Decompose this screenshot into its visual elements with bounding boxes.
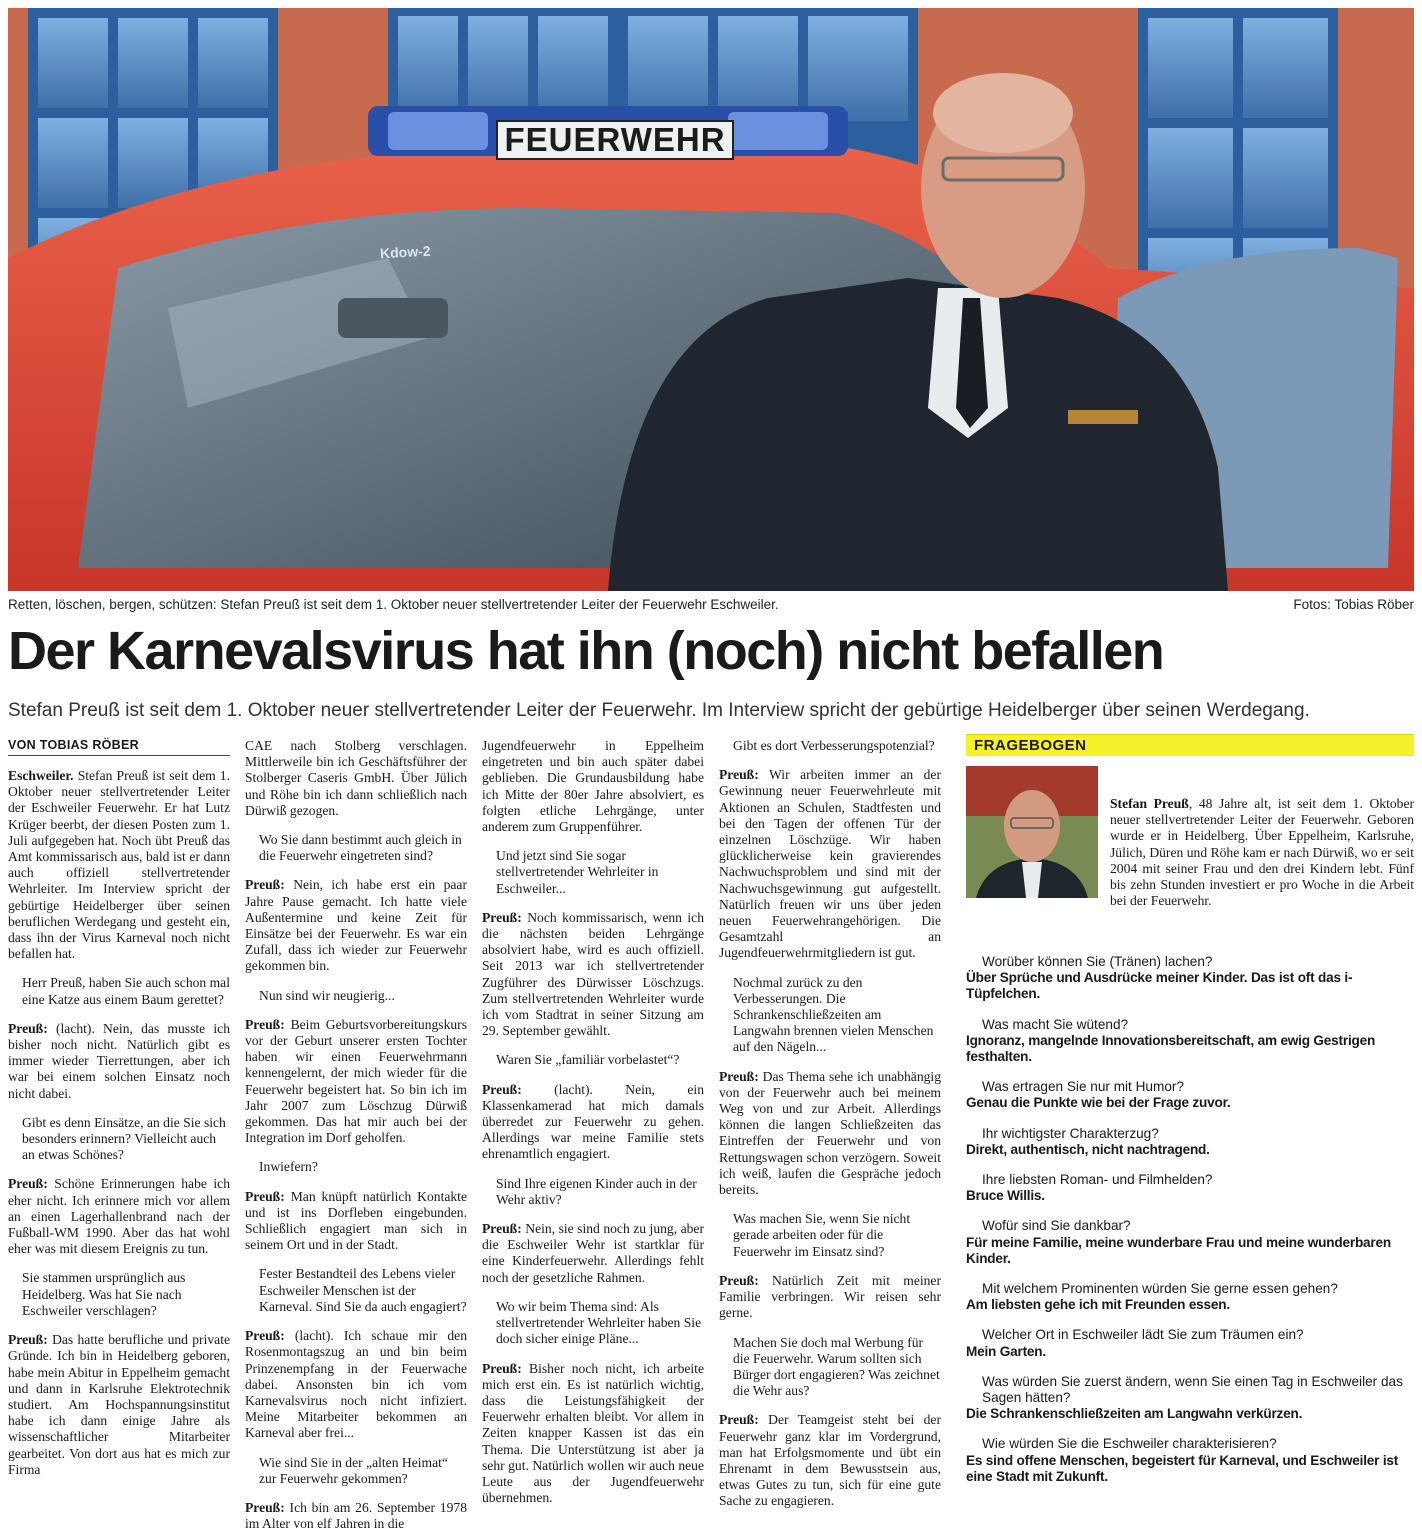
interview-question: Inwiefern? (259, 1159, 318, 1175)
subheadline: Stefan Preuß ist seit dem 1. Oktober neuer stellvertretender Leiter der Feuerwehr. Im Interview spricht der gebürtige Heidelberger über seinen Werdegang. (8, 700, 1310, 721)
interview-answer: Preuß: Man knüpft natürlich Kontakte und ist ins Dorfleben eingebunden. Schließlich engagiert man sich in seinem Ort und in der Stadt. (245, 1188, 467, 1253)
interview-answer: Preuß: Bisher noch nicht, ich arbeite mich erst ein. Es ist natürlich wichtig, dass die Leistungsfähigkeit der Feuerwehr erhalten bleibt. Vor allem in Zeiten knapper Kassen ist das ein Thema. Die Unterstützung ist aber ja sehr gut. Natürlich wollen wir auch neue Leute aus der Jugendfeuerwehr übernehmen. (482, 1360, 704, 1506)
interview-answer: Preuß: Beim Geburtsvorbereitungskurs vor der Geburt unserer ersten Tochter haben wir einen Feuerwehrmann kennengelernt, der mich wieder für die Feuerwehr begeistert hat. So bin ich im Jahr 2007 zum Löschzug Dürwiß gekommen. Das hat mir auch bei der Integration im Dorf geholfen. (245, 1016, 467, 1146)
fragebogen-question: Ihr wichtigster Charakterzug? (982, 1125, 1159, 1141)
speaker-label: Preuß: (245, 1188, 285, 1204)
fragebogen-answer: Die Schrankenschließzeiten am Langwahn verkürzen. (966, 1406, 1303, 1422)
fragebogen-answer: Ignoranz, mangelnde Innovationsbereitschaft, am ewig Gestrigen festhalten. (966, 1032, 1376, 1065)
interview-answer: Preuß: Schöne Erinnerungen habe ich eher nicht. Ich erinnere mich vor allem an einen Lagerhallenbrand nach der Fußball-WM 1990. Aber das hat wohl eher was mit diesem Ereignis zu tun. (8, 1176, 230, 1257)
fragebogen-answer: Über Sprüche und Ausdrücke meiner Kinder. Das ist oft das i-Tüpfelchen. (966, 970, 1353, 1002)
interview-answer: Preuß: (lacht). Nein, ein Klassenkamerad hat mich damals überredet zur Feuerwehr zu gehen. Allerdings war meine Familie stets ehrenamtlich engagiert. (482, 1081, 704, 1162)
portrait-illustration (966, 766, 1098, 898)
fragebogen-question: Was macht Sie wütend? (982, 1016, 1129, 1032)
speaker-label: Preuß: (719, 1068, 759, 1084)
fragebogen-question: Was ertragen Sie nur mit Humor? (982, 1079, 1184, 1095)
fragebogen-answer: Mein Garten. (966, 1343, 1046, 1359)
fragebogen-qa-list (966, 954, 1414, 1485)
interview-question: Gibt es dort Verbesserungspotenzial? (733, 738, 935, 753)
speaker-label: Preuß: (482, 1360, 522, 1376)
fragebogen-question: Wofür sind Sie dankbar? (982, 1218, 1131, 1234)
interview-question: Nochmal zurück zu den Verbesserungen. Die Schrankenschließzeiten am Langwahn brennen vielen Menschen auf den Nägeln... (733, 974, 934, 1055)
interview-answer: CAE nach Stolberg verschlagen. Mittlerweile bin ich Geschäftsführer der Stolberger Caseris GmbH. Über Jülich und Röhe bin ich dann schließlich nach Dürwiß gezogen. (245, 738, 467, 818)
interview-answer: Preuß: (lacht). Ich schaue mir den Rosenmontagszug an und bin beim Prinzenempfang in der Feuerwache dabei. Ansonsten bin ich vom Karnevalsvirus noch nicht infiziert. Meine Mitarbeiter bekommen an Karneval aber frei... (245, 1328, 467, 1441)
article-column-1 (8, 738, 230, 1483)
fragebogen-question: Ihre liebsten Roman- und Filmhelden? (982, 1172, 1213, 1188)
speaker-label: Preuß: (719, 1412, 759, 1428)
interview-answer: Preuß: Das hatte berufliche und private Gründe. Ich bin in Heidelberg geboren, habe mein Abitur in Eppelheim gemacht und dann in Karlsruhe Elektrotechnik studiert. Am Hochspannungsinstitut habe ich dann einige Jahre als wissenschaftlicher Mitarbeiter gearbeitet. Von dort aus hat es mich zur Firma (8, 1332, 230, 1477)
interview-answer: Preuß: Nein, sie sind noch zu jung, aber die Eschweiler Wehr ist startklar für eine Kinderfeuerwehr. Allerdings fehlt noch der gesetzliche Rahmen. (482, 1221, 704, 1285)
interview-question: Und jetzt sind Sie sogar stellvertretender Wehrleiter in Eschweiler... (496, 848, 659, 896)
interview-question: Gibt es denn Einsätze, an die Sie sich besonders erinnern? Vielleicht auch an etwas Schönes? (22, 1114, 226, 1163)
fragebogen-box (966, 734, 1414, 1483)
speaker-label: Preuß: (8, 1020, 48, 1036)
speaker-label: Preuß: (245, 1499, 285, 1515)
article-column-4 (719, 738, 941, 1509)
speaker-label: Preuß: (719, 767, 759, 783)
article-column-2 (245, 738, 467, 1532)
fragebogen-question: Mit welchem Prominenten würden Sie gerne essen gehen? (982, 1281, 1338, 1297)
article-column-body (482, 738, 704, 1506)
photo-caption: Retten, löschen, bergen, schützen: Stefan Preuß ist seit dem 1. Oktober neuer stellvertretender Leiter der Feuerwehr Eschweiler. (8, 597, 779, 612)
interview-answer: Eschweiler. Stefan Preuß ist seit dem 1. Oktober neuer stellvertretender Leiter der Eschweiler Feuerwehr. Er hat Lutz Krüger beerbt, der diesen Posten zum 1. Juli aufgegeben hat. Noch übt Preuß das Amt kommissarisch aus, bald ist er dann auch offiziell stellvertretender Wehrleiter. Im Interview spricht der gebürtige Heidelberger über seinen beruflichen Werdegang und gesteht ein, dass ihn der Virus Karneval noch nicht befallen hat. (8, 768, 230, 962)
interview-question: Nun sind wir neugierig... (259, 987, 395, 1003)
speaker-label: Preuß: (8, 1332, 48, 1348)
byline: VON TOBIAS RÖBER (8, 738, 230, 756)
fragebogen-answer: Direkt, authentisch, nicht nachtragend. (966, 1141, 1210, 1157)
fragebogen-answer: Genau die Punkte wie bei der Frage zuvor. (966, 1095, 1231, 1111)
fragebogen-answer: Bruce Willis. (966, 1188, 1045, 1204)
interview-answer: Preuß: Ich bin am 26. September 1978 im Alter von elf Jahren in die (245, 1499, 467, 1532)
interview-answer: Jugendfeuerwehr in Eppelheim eingetreten und bin auch später dabei geblieben. Die Grundausbildung habe ich Mitte der 80er Jahre absolviert, es folgten etliche Lehrgänge, unter anderem zum Gruppenführer. (482, 738, 704, 835)
article-column-body (719, 738, 941, 1510)
article-column-3 (482, 738, 704, 1506)
interview-answer: Preuß: Das Thema sehe ich unabhängig von der Feuerwehr auch bei meinem Weg von und zur Arbeit. Allerdings können die langen Schließzeiten das Eintreffen der Feuerwehr und von Rettungswagen schon verzögern. Soweit ich weiß, laufen die Gespräche jedoch bereits. (719, 1068, 941, 1198)
speaker-label: Preuß: (482, 1221, 522, 1237)
interview-answer: Preuß: Der Teamgeist steht bei der Feuerwehr ganz klar im Vordergrund, man hat Erfolgsmomente und übt ein Ehrenamt in dem Bewusstsein aus, etwas Gutes zu tun, sich für eine gute Sache zu engagieren. (719, 1412, 941, 1509)
interview-answer: Preuß: Wir arbeiten immer an der Gewinnung neuer Feuerwehrleute mit Aktionen an Schulen, Stadtfesten und bei den Tagen der offenen Tür der einzelnen Löschzüge. Wir haben glücklicherweise kein gravierendes Nachwuchsproblem und sind mit der Nachwuchsgewinnung gut aufgestellt. Natürlich freuen wir uns über jeden neuen Feuerwehrangehörigen. Die Gesamtzahl an Jugendfeuerwehrmitgliedern ist gut. (719, 767, 941, 961)
interview-question: Wo wir beim Thema sind: Als stellvertretender Wehrleiter haben Sie doch sicher einige Pläne... (496, 1298, 702, 1347)
fragebogen-question: Worüber können Sie (Tränen) lachen? (982, 954, 1213, 969)
interview-answer: Preuß: Nein, ich habe erst ein paar Jahre Pause gemacht. Ich hatte viele Außentermine und keine Zeit für Einsätze bei der Feuerwehr. Es war ein Zufall, dass ich wieder zur Feuerwehr gekommen bin. (245, 877, 467, 974)
article-column-body (8, 768, 230, 1478)
article-column-body (245, 738, 467, 1532)
hero-photo (8, 8, 1414, 591)
fragebogen-answer: Am liebsten gehe ich mit Freunden essen. (966, 1297, 1230, 1313)
speaker-label: Preuß: (482, 909, 522, 925)
interview-question: Waren Sie „familiär vorbelastet“? (496, 1052, 680, 1068)
speaker-label: Preuß: (245, 877, 285, 893)
portrait-photo (966, 766, 1098, 898)
speaker-label: Preuß: (245, 1016, 285, 1032)
headline: Der Karnevalsvirus hat ihn (noch) nicht befallen (8, 621, 1164, 681)
fragebogen-heading: FRAGEBOGEN (966, 734, 1414, 756)
speaker-label: Preuß: (482, 1081, 522, 1097)
interview-question: Sie stammen ursprünglich aus Heidelberg. Was hat Sie nach Eschweiler verschlagen? (22, 1270, 186, 1318)
vehicle-sign: FEUERWEHR (496, 120, 734, 160)
fragebogen-answer: Es sind offene Menschen, begeistert für Karneval, und Eschweiler ist eine Stadt mit Zukunft. (966, 1452, 1399, 1484)
speaker-label: Preuß: (8, 1176, 48, 1192)
interview-question: Wie sind Sie in der „alten Heimat“ zur Feuerwehr gekommen? (259, 1454, 448, 1486)
fragebogen-intro (1110, 796, 1414, 909)
windshield-text: Kdow-2 (379, 242, 431, 262)
fragebogen-question: Was würden Sie zuerst ändern, wenn Sie einen Tag in Eschweiler das Sagen hätten? (982, 1373, 1403, 1406)
fragebogen-answer: Für meine Familie, meine wunderbare Frau und meine wunderbaren Kinder. (966, 1234, 1391, 1266)
interview-question: Fester Bestandteil des Lebens vieler Eschweiler Menschen ist der Karneval. Sind Sie da auch engagiert? (259, 1266, 467, 1314)
interview-answer: Preuß: Noch kommissarisch, wenn ich die nächsten beiden Lehrgänge absolviert habe, wird es auch offiziell. Seit 2013 war ich stellvertretender Zugführer des Dürwisser Löschzugs. Zum stellvertretenden Wehrleiter wurde ich vom Stadtrat in seiner Sitzung am 29. September gewählt. (482, 909, 704, 1039)
speaker-label: Eschweiler. (8, 768, 74, 783)
interview-question: Wo Sie dann bestimmt auch gleich in die Feuerwehr eingetreten sind? (259, 832, 462, 864)
interview-answer: Preuß: Natürlich Zeit mit meiner Familie verbringen. Wir reisen sehr gerne. (719, 1272, 941, 1321)
interview-question: Sind Ihre eigenen Kinder auch in der Wehr aktiv? (496, 1175, 697, 1207)
speaker-label: Preuß: (245, 1328, 285, 1344)
speaker-label: Preuß: (719, 1272, 759, 1288)
fragebogen-question: Welcher Ort in Eschweiler lädt Sie zum Träumen ein? (982, 1327, 1304, 1343)
fragebogen-question: Wie würden Sie die Eschweiler charakterisieren? (982, 1436, 1277, 1452)
interview-answer: Preuß: (lacht). Nein, das musste ich bisher noch nicht. Natürlich gibt es immer wieder Tierrettungen, aber ich war bei einem solchen Einsatz noch nicht dabei. (8, 1020, 230, 1101)
interview-question: Was machen Sie, wenn Sie nicht gerade arbeiten oder für die Feuerwehr im Einsatz sind? (733, 1211, 911, 1259)
hero-photo-illustration (8, 8, 1414, 591)
photo-credit: Fotos: Tobias Röber (1293, 597, 1414, 612)
interview-question: Herr Preuß, haben Sie auch schon mal eine Katze aus einem Baum gerettet? (22, 975, 230, 1007)
intro-text: , 48 Jahre alt, ist seit dem 1. Oktober neuer stellvertretender Leiter der Feuerwehr. Geboren wurde er in Heidelberg. Über Eppelheim, Karlsruhe, Jülich, Düren und Röhe kam er nach Dürwiß, wo er seit 2004 mit seiner Frau und den drei Kindern lebt. Fünf bis zehn Stunden investiert er pro Woche in die Arbeit bei der Feuerwehr. (1110, 796, 1414, 909)
intro-name: Stefan Preuß (1110, 796, 1189, 811)
interview-question: Machen Sie doch mal Werbung für die Feuerwehr. Warum sollten sich Bürger dort engagieren? Was zeichnet die Wehr aus? (733, 1334, 940, 1399)
